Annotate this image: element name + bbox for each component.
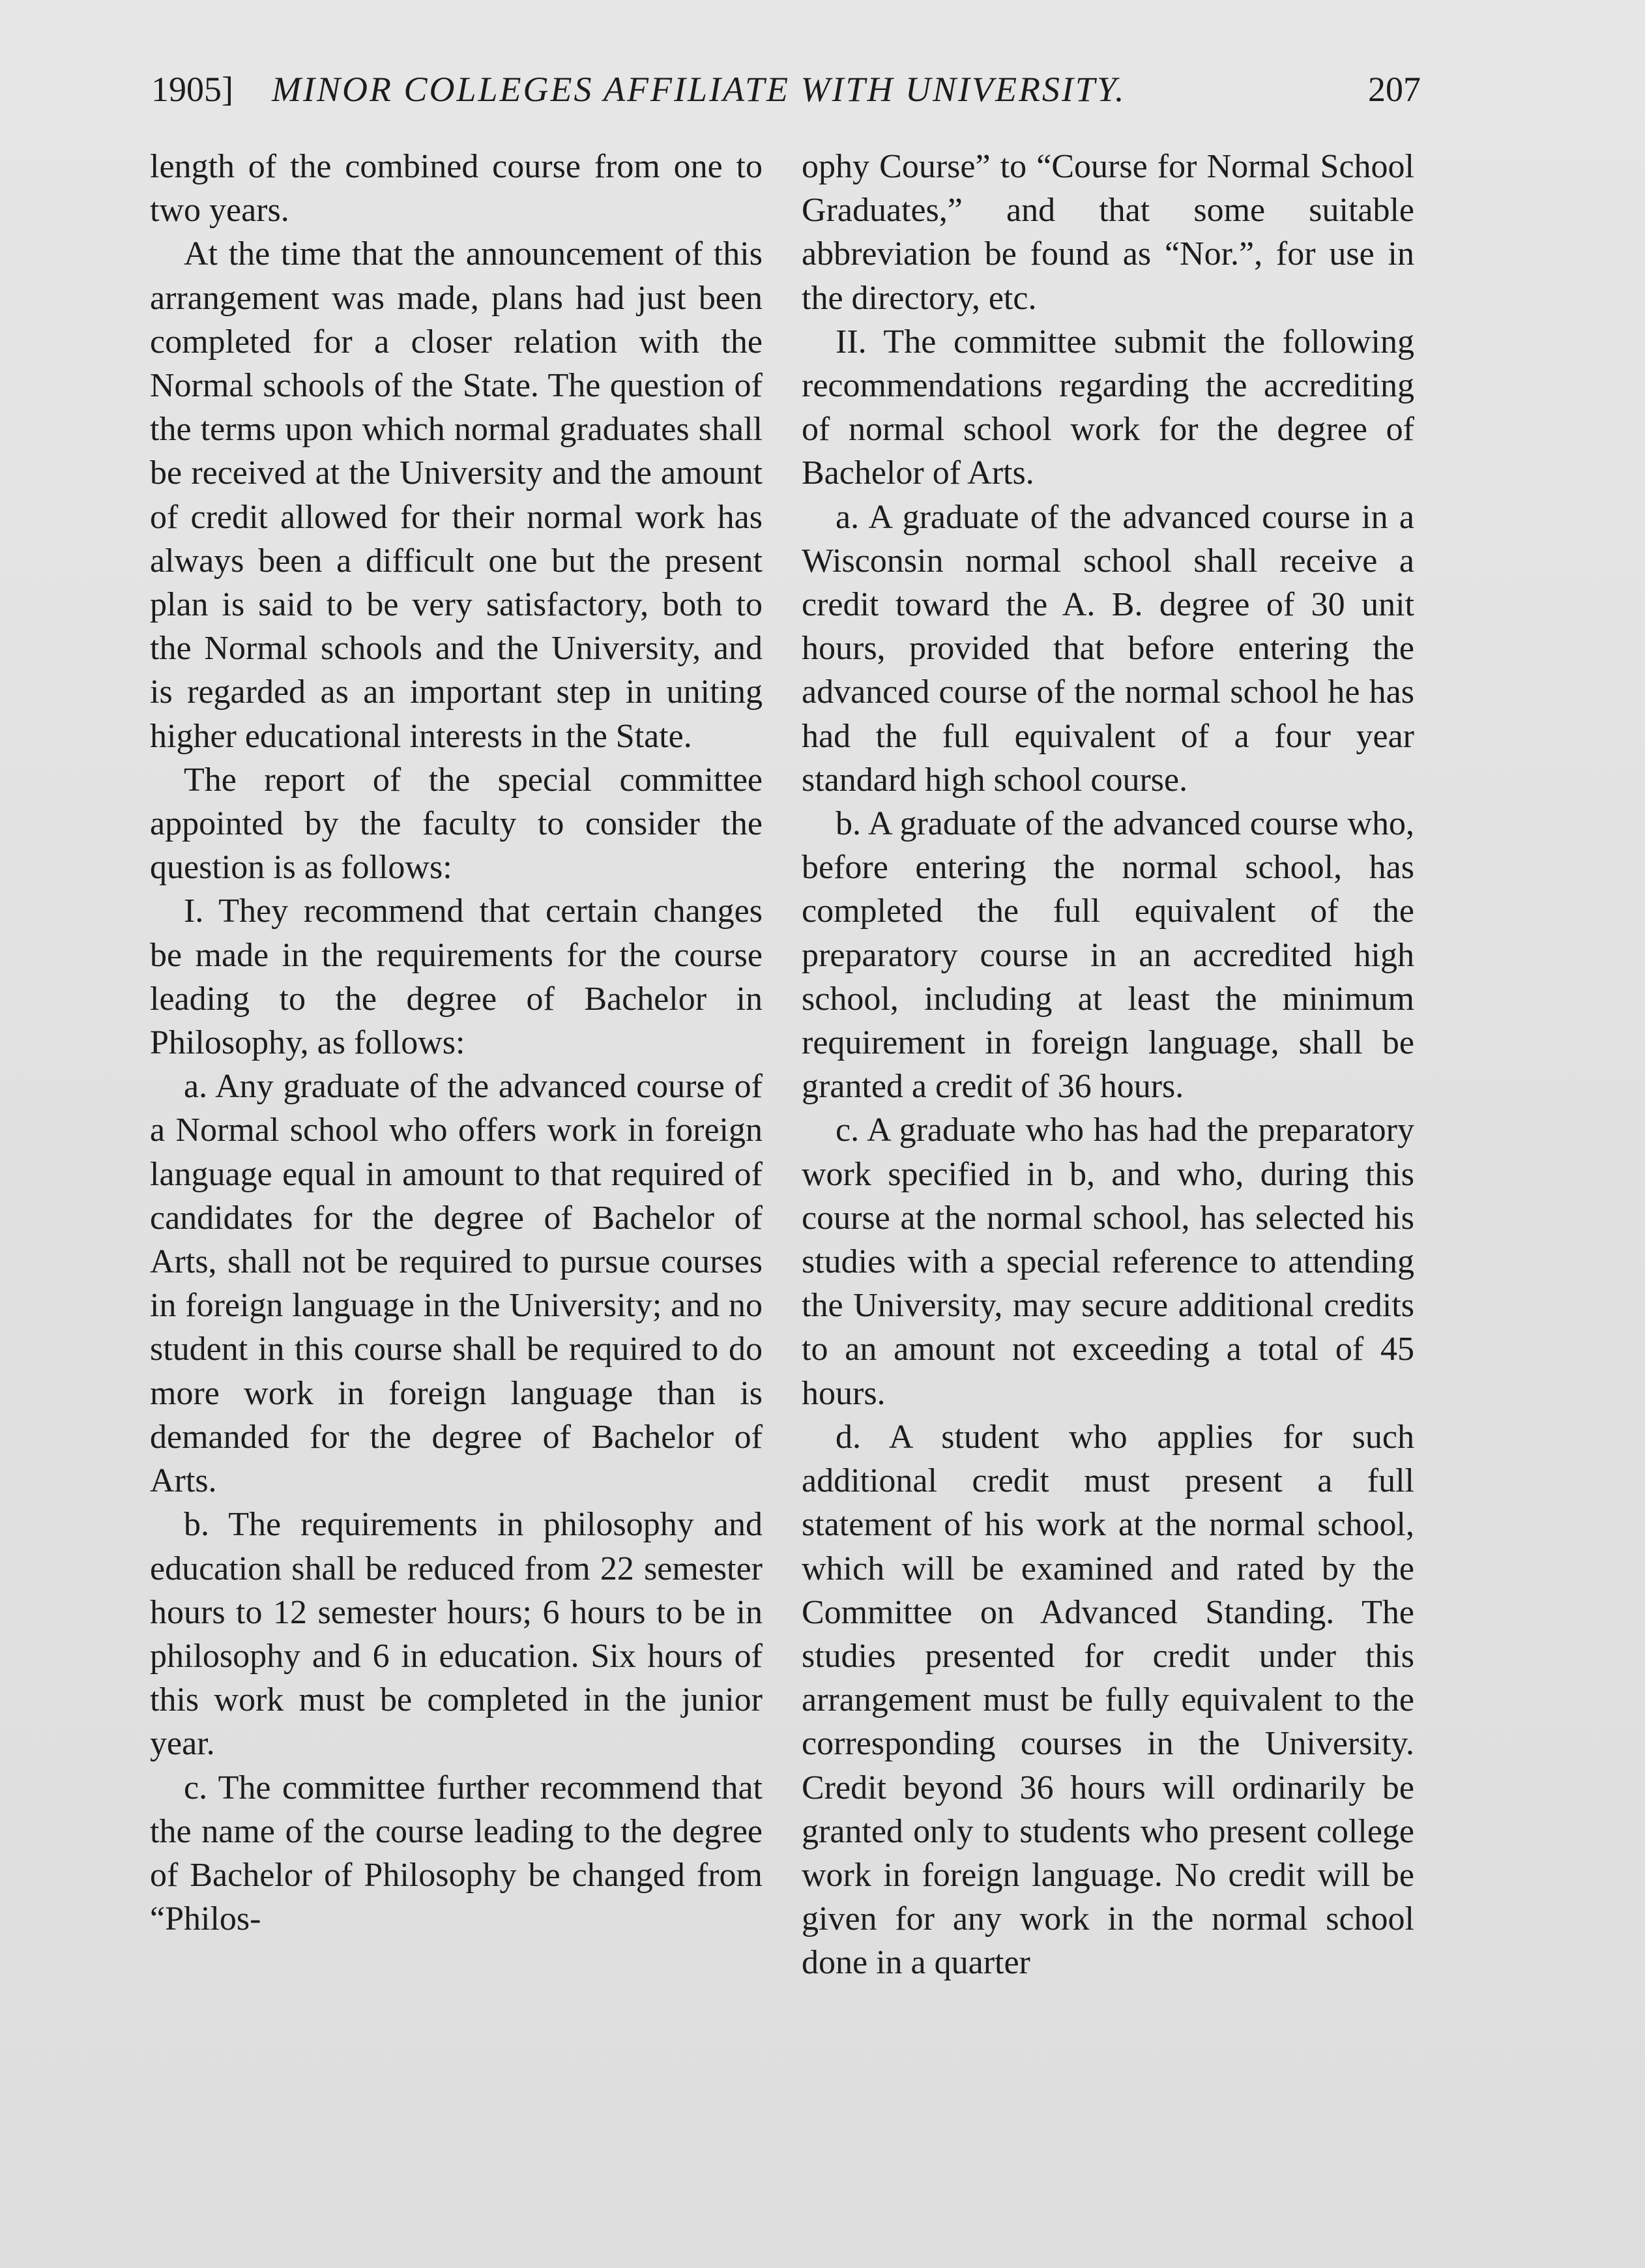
paragraph: The report of the special committee appointed by the faculty to consider the question is as follows: <box>150 761 763 887</box>
paragraph-item-a: a. A graduate of the advanced course in a Wisconsin normal school shall receive a credit toward the A. B. degree of 30 unit hours, provided that before entering the advanced course of the normal school he has had the full equivalent of a four year standard high school course. <box>802 498 1414 799</box>
right-column <box>802 145 1414 1985</box>
running-header <box>151 60 1421 119</box>
paragraph-item-b: b. The requirements in philosophy and education shall be reduced from 22 semester hours to 12 semester hours; 6 hours to be in philosophy and 6 in education. Six hours of this work must be completed in the junior year. <box>150 1506 763 1763</box>
paragraph-continued: ophy Course” to “Course for Normal School Graduates,” and that some suitable abbreviation be found as “Nor.”, for use in the directory, etc. <box>802 148 1414 317</box>
paragraph-item-c: c. The committee further recommend that the name of the course leading to the degree of Bachelor of Philosophy be changed from “Philos- <box>150 1769 763 1938</box>
paragraph: At the time that the announcement of this arrangement was made, plans had just been completed for a closer relation with the Normal schools of the State. The question of the terms upon which normal graduates shall be received at the University and the amount of credit allowed for their normal work has always been a difficult one but the present plan is said to be very satisfactory, both to the Normal schools and the University, and is regarded as an important step in uniting higher educational interests in the State. <box>150 235 763 755</box>
paragraph-item-b: b. A graduate of the advanced course who, before entering the normal school, has completed the full equivalent of the preparatory course in an accredited high school, including at least the minimum requirement in foreign language, shall be granted a credit of 36 hours. <box>802 805 1414 1106</box>
paragraph-continued: length of the combined course from one to two years. <box>150 148 763 229</box>
paragraph-item-d: d. A student who applies for such additional credit must present a full statement of his work at the normal school, which will be examined and rated by the Committee on Advanced Standing. The studies presented for credit under this arrangement must be fully equivalent to the corresponding courses in the University. Credit beyond 36 hours will ordinarily be granted only to students who present college work in foreign language. No credit will be given for any work in the normal school done in a quarter <box>802 1418 1414 1982</box>
paragraph-section-ii: II. The committee submit the following recommendations regarding the accrediting of normal school work for the degree of Bachelor of Arts. <box>802 323 1414 492</box>
left-column <box>150 145 763 1941</box>
paragraph-section-i: I. They recommend that certain changes be made in the requirements for the course leading to the degree of Bachelor in Philosophy, as follows: <box>150 892 763 1062</box>
paragraph-item-c: c. A graduate who has had the preparatory work specified in b, and who, during this course at the normal school, has selected his studies with a special reference to attending the University, may secure additional credits to an amount not exceeding a total of 45 hours. <box>802 1112 1414 1412</box>
page-number: 207 <box>1368 70 1421 109</box>
header-title: MINOR COLLEGES AFFILIATE WITH UNIVERSITY. <box>272 70 1126 109</box>
header-year: 1905] <box>151 70 233 109</box>
paragraph-item-a: a. Any graduate of the advanced course of a Normal school who offers work in foreign language equal in amount to that required of candidates for the degree of Bachelor of Arts, shall not be required to pursue courses in foreign language in the University; and no student in this course shall be required to do more work in foreign language than is demanded for the degree of Bachelor of Arts. <box>150 1068 763 1500</box>
